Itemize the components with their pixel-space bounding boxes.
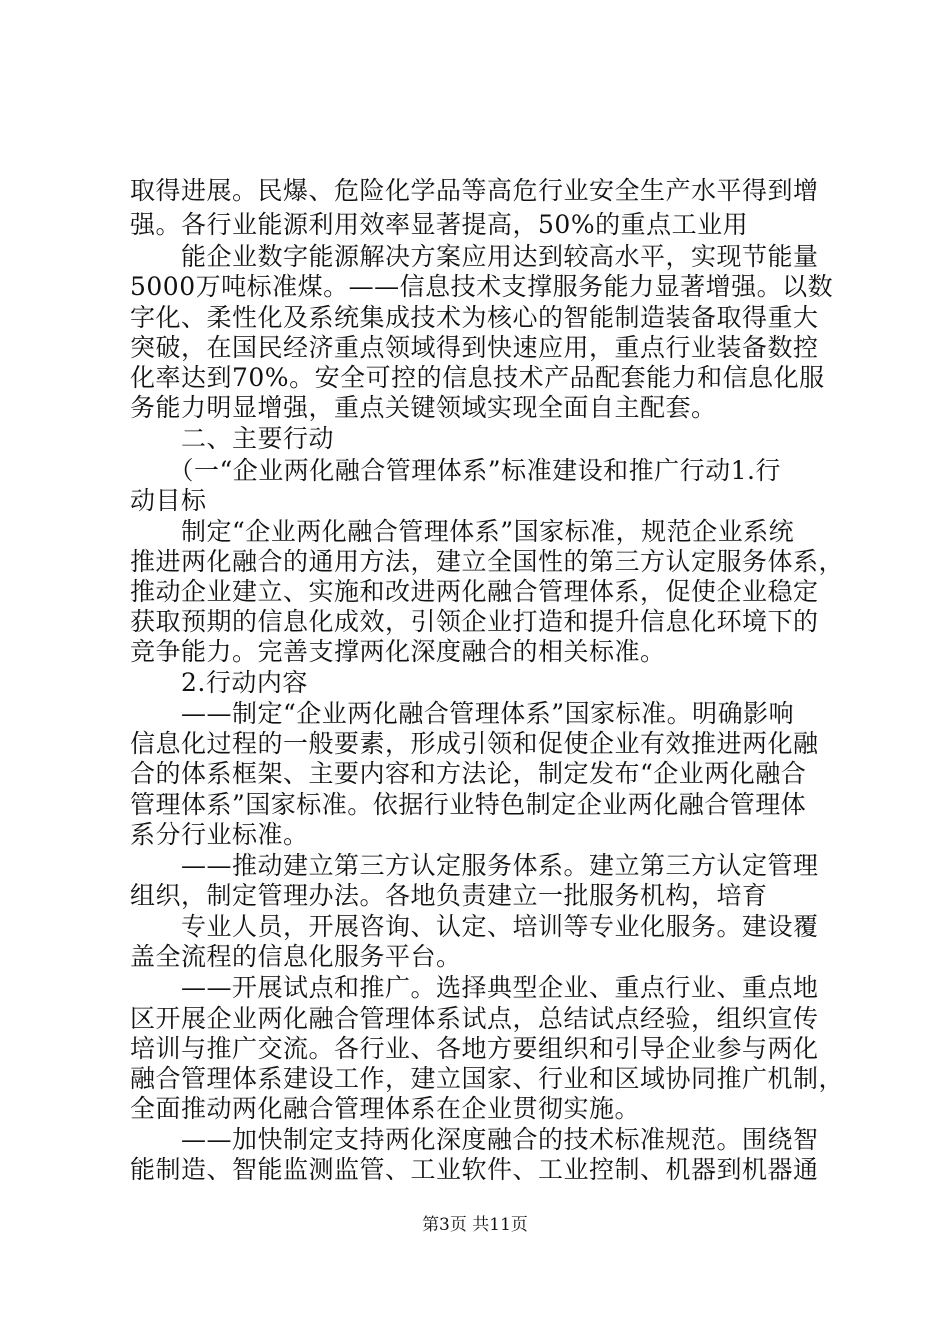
text-line: 字化、柔性化及系统集成技术为核心的智能制造装备取得重大: [130, 303, 819, 332]
text-line: 突破，在国民经济重点领域得到快速应用，重点行业装备数控: [130, 333, 819, 362]
text-line: 管理体系”国家标准。依据行业特色制定企业两化融合管理体: [130, 790, 807, 819]
text-line: 信息化过程的一般要素，形成引领和促使企业有效推进两化融: [130, 729, 819, 758]
section-heading: 二、主要行动: [130, 424, 335, 453]
page-number-footer: 第3页 共11页: [422, 1215, 528, 1235]
text-line: 系分行业标准。: [130, 820, 309, 849]
text-line: 组织，制定管理办法。各地负责建立一批服务机构，培育: [130, 881, 768, 910]
text-line: 区开展企业两化融合管理体系试点，总结试点经验，组织宣传: [130, 1004, 819, 1033]
text-line: 取得进展。民爆、危险化学品等高危行业安全生产水平得到增: [130, 176, 819, 205]
text-line: 全面推动两化融合管理体系在企业贯彻实施。: [130, 1094, 641, 1123]
text-line: 强。各行业能源利用效率显著提高，50%的重点工业用: [130, 210, 749, 239]
text-line: ——开展试点和推广。选择典型企业、重点行业、重点地: [130, 973, 819, 1002]
subsection-heading: 2.行动内容: [130, 668, 308, 697]
text-line: 化率达到70%。安全可控的信息技术产品配套能力和信息化服: [130, 363, 825, 392]
text-line: 融合管理体系建设工作，建立国家、行业和区域协同推广机制，: [130, 1064, 845, 1093]
text-line: 能制造、智能监测监管、工业软件、工业控制、机器到机器通: [130, 1155, 819, 1184]
text-line: 培训与推广交流。各行业、各地方要组织和引导企业参与两化: [130, 1034, 819, 1063]
text-line: 制定“企业两化融合管理体系”国家标准，规范企业系统: [130, 517, 795, 546]
text-line: 务能力明显增强，重点关键领域实现全面自主配套。: [130, 393, 717, 422]
text-line: 专业人员，开展咨询、认定、培训等专业化服务。建设覆: [130, 912, 819, 941]
text-line: 竞争能力。完善支撑两化深度融合的相关标准。: [130, 637, 666, 666]
text-line: ——制定“企业两化融合管理体系”国家标准。明确影响: [130, 699, 795, 728]
subsection-heading: （一“企业两化融合管理体系”标准建设和推广行动1.行: [130, 456, 781, 485]
text-line: 获取预期的信息化成效，引领企业打造和提升信息化环境下的: [130, 607, 819, 636]
text-line: ——推动建立第三方认定服务体系。建立第三方认定管理: [130, 851, 819, 880]
text-line: 推动企业建立、实施和改进两化融合管理体系，促使企业稳定: [130, 577, 819, 606]
text-line: ——加快制定支持两化深度融合的技术标准规范。围绕智: [130, 1125, 819, 1154]
text-line: 合的体系框架、主要内容和方法论，制定发布“企业两化融合: [130, 759, 807, 788]
text-line: 动目标: [130, 486, 207, 515]
text-line: 能企业数字能源解决方案应用达到较高水平，实现节能量: [130, 242, 819, 271]
text-line: 推进两化融合的通用方法，建立全国性的第三方认定服务体系，: [130, 547, 845, 576]
text-line: 5000万吨标准煤。——信息技术支撑服务能力显著增强。以数: [130, 272, 834, 301]
text-line: 盖全流程的信息化服务平台。: [130, 942, 462, 971]
